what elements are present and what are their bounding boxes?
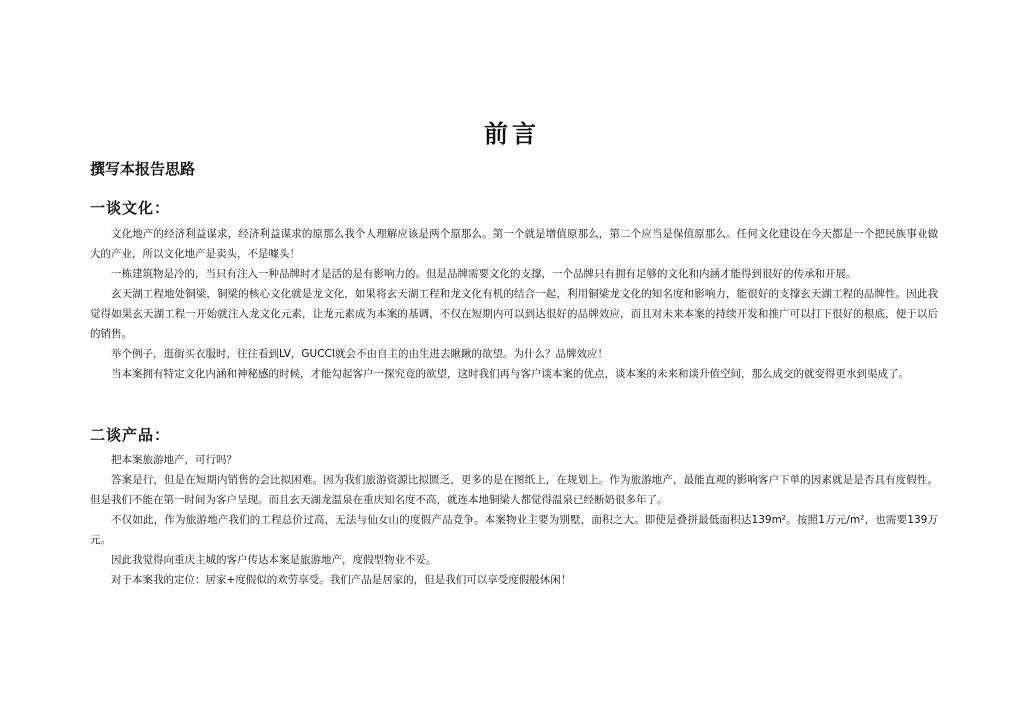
paragraph: 答案是行，但是在短期内销售的会比拟困难。因为我们旅游资源比拟匮乏，更多的是在图纸上，在规划上。作为旅游地产，最能直观的影响客户下单的因素就是是否具有度假性。但是我们不能在第一时间为客户呈现。而且玄天湖龙温泉在重庆知名度不高，就连本地铜梁人都觉得温泉已经断奶很多年了。 <box>90 474 938 506</box>
paragraph: 当本案拥有特定文化内涵和神秘感的时候，才能勾起客户一探究竟的欲望，这时我们再与客户谈本案的优点，谈本案的未来和谈升值空间，那么成交的就变得更水到渠成了。 <box>111 368 909 380</box>
paragraph: 不仅如此，作为旅游地产我们的工程总价过高，无法与仙女山的度假产品竞争。本案物业主要为别墅，面积之大。即使是叠拼最低面积达139m²。按照1万元/m²，也需要139万元。 <box>90 514 938 546</box>
paragraph: 文化地产的经济利益谋求，经济利益谋求的原那么我个人理解应该是两个原那么。第一个就是增值原那么，第二个应当是保值原那么。任何文化建设在今天都是一个把民族事业做大的产业，所以文化地产是卖头，不是噱头！ <box>90 228 938 260</box>
paragraph: 把本案旅游地产，可行吗？ <box>111 454 237 466</box>
section-heading-product: 二谈产品： <box>90 426 171 444</box>
report-subtitle: 撰写本报告思路 <box>90 160 196 178</box>
paragraph: 对于本案我的定位：居家+度假似的欢劳享受。我们产品是居家的，但是我们可以享受度假般休闲！ <box>111 574 572 586</box>
paragraph: 举个例子，逛街买衣服时，往往看到LV，GUCCI就会不由自主的由生进去瞅瞅的欲望。为什么？品牌效应！ <box>111 348 608 360</box>
paragraph: 因此我觉得向重庆主城的客户传达本案是旅游地产，度假型物业不妥。 <box>111 554 437 566</box>
page-title: 前言 <box>484 119 540 148</box>
section-heading-culture: 一谈文化： <box>90 199 171 217</box>
paragraph: 玄天湖工程地处铜梁，铜梁的核心文化就是龙文化，如果将玄天湖工程和龙文化有机的结合一起，利用铜梁龙文化的知名度和影响力，能很好的支撑玄天湖工程的品牌性。因此我觉得如果玄天湖工程一开始就注入龙文化元素，让龙元素成为本案的基调，不仅在短期内可以到达很好的品牌效应，而且对未来本案的持续开发和推广可以打下很好的根底，便于以后的销售。 <box>90 288 938 340</box>
paragraph: 一栋建筑物是冷的，当只有注入一种品牌时才是活的是有影响力的。但是品牌需要文化的支撑，一个品牌只有拥有足够的文化和内涵才能得到很好的传承和开展。 <box>111 268 857 280</box>
section-body-culture <box>90 224 938 384</box>
section-body-product <box>90 450 938 590</box>
